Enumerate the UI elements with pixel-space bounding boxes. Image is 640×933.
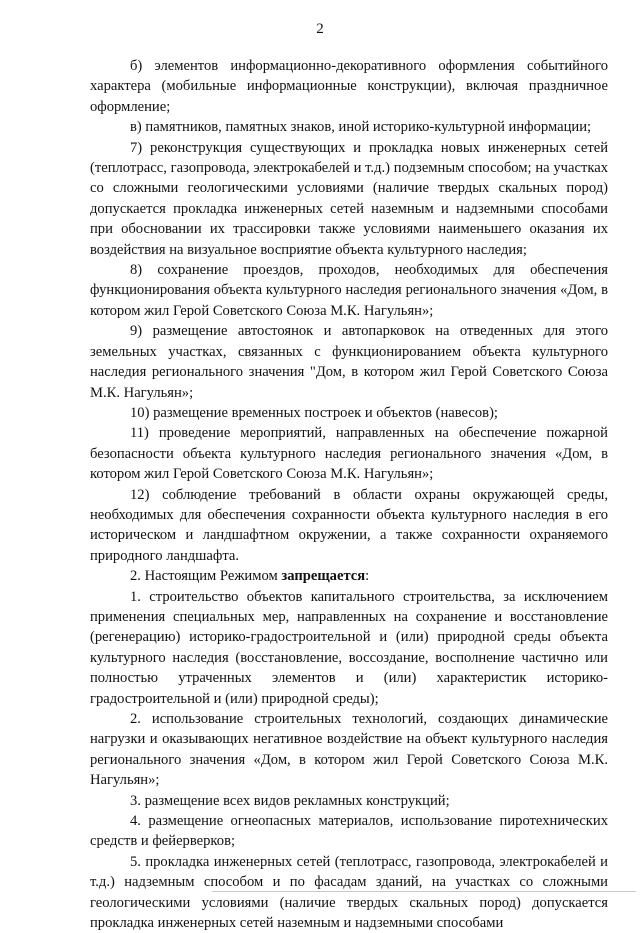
scan-edge-line — [212, 891, 636, 892]
section-2-tail: : — [365, 568, 370, 585]
document-body — [90, 56, 608, 933]
section-2-heading — [90, 566, 608, 586]
prohibition-item-4: 4. размещение огнеопасных материалов, использование пиротехнических средств и фейерверков; — [90, 813, 608, 850]
paragraph-item-9: 9) размещение автостоянок и автопарковок на отведенных для этого земельных участках, связанных с функционированием объекта культурного наследия регионального значения "Дом, в котором жил Герой Советского Союза М.К. Нагульян»; — [90, 323, 608, 401]
page-number: 2 — [316, 21, 324, 37]
prohibition-item-5: 5. прокладка инженерных сетей (теплотрасс, газопровода, электрокабелей и т.д.) надземным способом и по фасадам зданий, на участках со сложными геологическими условиями (наличие твердых скальных пород) допускается прокладка инженерных сетей наземным и надземными способами — [90, 853, 608, 932]
paragraph-item-10: 10) размещение временных построек и объектов (навесов); — [130, 404, 498, 421]
paragraph-item-7: 7) реконструкция существующих и прокладка новых инженерных сетей (теплотрасс, газопровода, электрокабелей и т.д.) подземным способом; на участках со сложными геологическими условиями (наличие твердых скальных пород) допускается прокладка инженерных сетей наземным и надземными способами при обосновании их трассировки также условиями наименьшего оказания их воздействия на визуальное восприятие объекта культурного наследия; — [90, 139, 608, 258]
paragraph-item-11: 11) проведение мероприятий, направленных на обеспечение пожарной безопасности объекта культурного наследия регионального значения «Дом, в котором жил Герой Советского Союза М.К. Нагульян»; — [90, 425, 608, 483]
prohibition-item-1: 1. строительство объектов капитального строительства, за исключением применения специальных мер, направленных на сохранение и восстановление (регенерацию) историко-градостроительной и (или) природной среды объекта культурного наследия (восстановление, воссоздание, восполнение частично или полностью утраченных элементов и (или) характеристик историко-градостроительной и (или) природной среды); — [90, 588, 608, 707]
paragraph-item-v: в) памятников, памятных знаков, иной историко-культурной информации; — [130, 119, 592, 136]
paragraph-item-8: 8) сохранение проездов, проходов, необходимых для обеспечения функционирования объекта культурного наследия регионального значения «Дом, в котором жил Герой Советского Союза М.К. Нагульян»; — [90, 262, 608, 319]
prohibition-item-2: 2. использование строительных технологий, создающих динамические нагрузки и оказывающих негативное воздействие на объект культурного наследия регионального значения «Дом, в котором жил Герой Советского Союза М.К. Нагульян»; — [90, 711, 608, 789]
prohibition-item-3: 3. размещение всех видов рекламных конструкций; — [130, 792, 450, 809]
section-2-bold-word: запрещается — [281, 568, 366, 585]
paragraph-item-12: 12) соблюдение требований в области охраны окружающей среды, необходимых для обеспечения сохранности объекта культурного наследия в его историческом и ландшафтном окружении, а также сохранности охраняемого природного ландшафта. — [90, 486, 608, 564]
paragraph-item-b: б) элементов информационно-декоративного оформления событийного характера (мобильные информационные конструкции), включая праздничное оформление; — [90, 58, 608, 115]
section-2-lead: 2. Настоящим Режимом — [130, 568, 278, 585]
